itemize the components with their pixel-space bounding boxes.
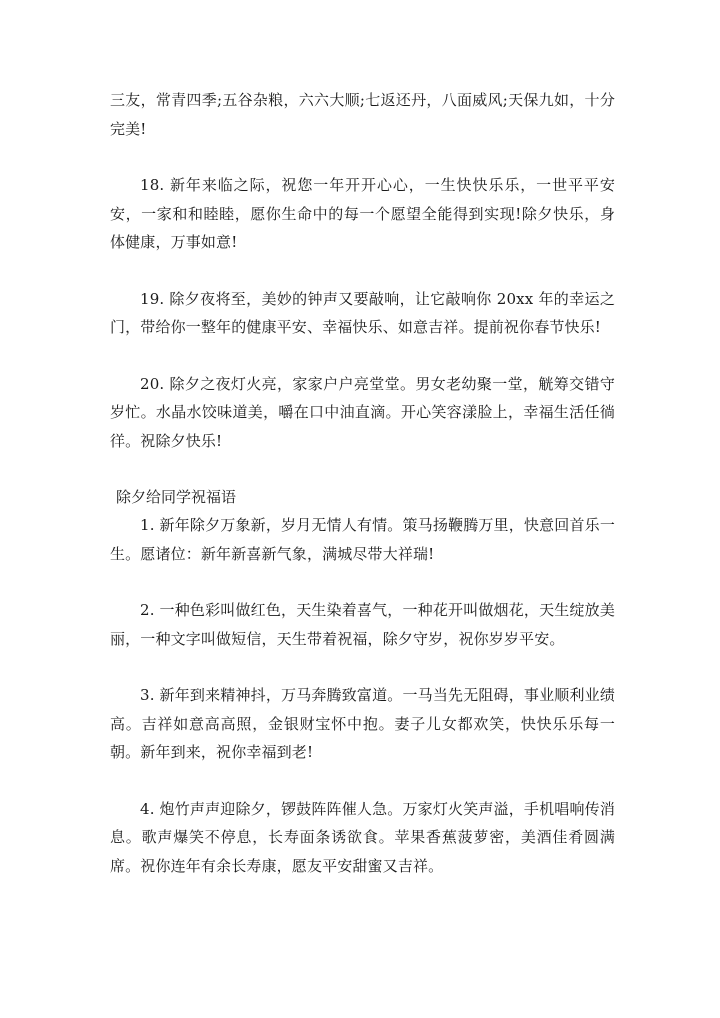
paragraph-item-19: 19. 除夕夜将至，美妙的钟声又要敲响，让它敲响你 20xx 年的幸运之门，带给你一整年的健康平安、幸福快乐、如意吉祥。提前祝你春节快乐! [110, 289, 615, 336]
paragraph-classmate-3: 3. 新年到来精神抖，万马奔腾致富道。一马当先无阻碍，事业顺利业绩高。吉祥如意高高照，金银财宝怀中抱。妻子儿女都欢笑，快快乐乐每一朝。新年到来，祝你幸福到老! [110, 686, 615, 761]
paragraph-classmate-4: 4. 炮竹声声迎除夕，锣鼓阵阵催人急。万家灯火笑声溢，手机唱响传消息。歌声爆笑不停息，长寿面条诱欲食。苹果香蕉菠萝密，美酒佳肴圆满席。祝你连年有余长寿康，愿友平安甜蜜又吉祥。 [110, 799, 615, 875]
paragraph-gap [110, 455, 615, 483]
paragraph-classmate-1: 1. 新年除夕万象新，岁月无情人有情。策马扬鞭腾万里，快意回首乐一生。愿诸位：新年新喜新气象，满城尽带大祥瑞! [110, 516, 615, 563]
section-heading: 除夕给同学祝福语 [116, 488, 237, 506]
paragraph-gap [110, 257, 615, 285]
paragraph-item-18: 18. 新年来临之际，祝您一年开开心心，一生快快乐乐，一世平平安安，一家和和睦睦，愿你生命中的每一个愿望全能得到实现!除夕快乐，身体健康，万事如意! [110, 176, 615, 251]
paragraph-gap [110, 143, 615, 171]
paragraph-gap [110, 342, 615, 370]
paragraph-gap [110, 653, 615, 681]
paragraph-gap [110, 568, 615, 596]
paragraph-continuation: 三友，常青四季;五谷杂粮，六六大顺;七返还丹，八面威风;天保九如，十分完美! [110, 91, 615, 138]
paragraph-item-20: 20. 除夕之夜灯火亮，家家户户亮堂堂。男女老幼聚一堂，觥筹交错守岁忙。水晶水饺味道美，嚼在口中油直滴。开心笑容漾脸上，幸福生活任徜徉。祝除夕快乐! [110, 374, 615, 450]
paragraph-gap [110, 767, 615, 795]
paragraph-classmate-2: 2. 一种色彩叫做红色，天生染着喜气，一种花开叫做烟花，天生绽放美丽，一种文字叫做短信，天生带着祝福，除夕守岁，祝你岁岁平安。 [110, 601, 615, 648]
document-body [110, 86, 615, 880]
